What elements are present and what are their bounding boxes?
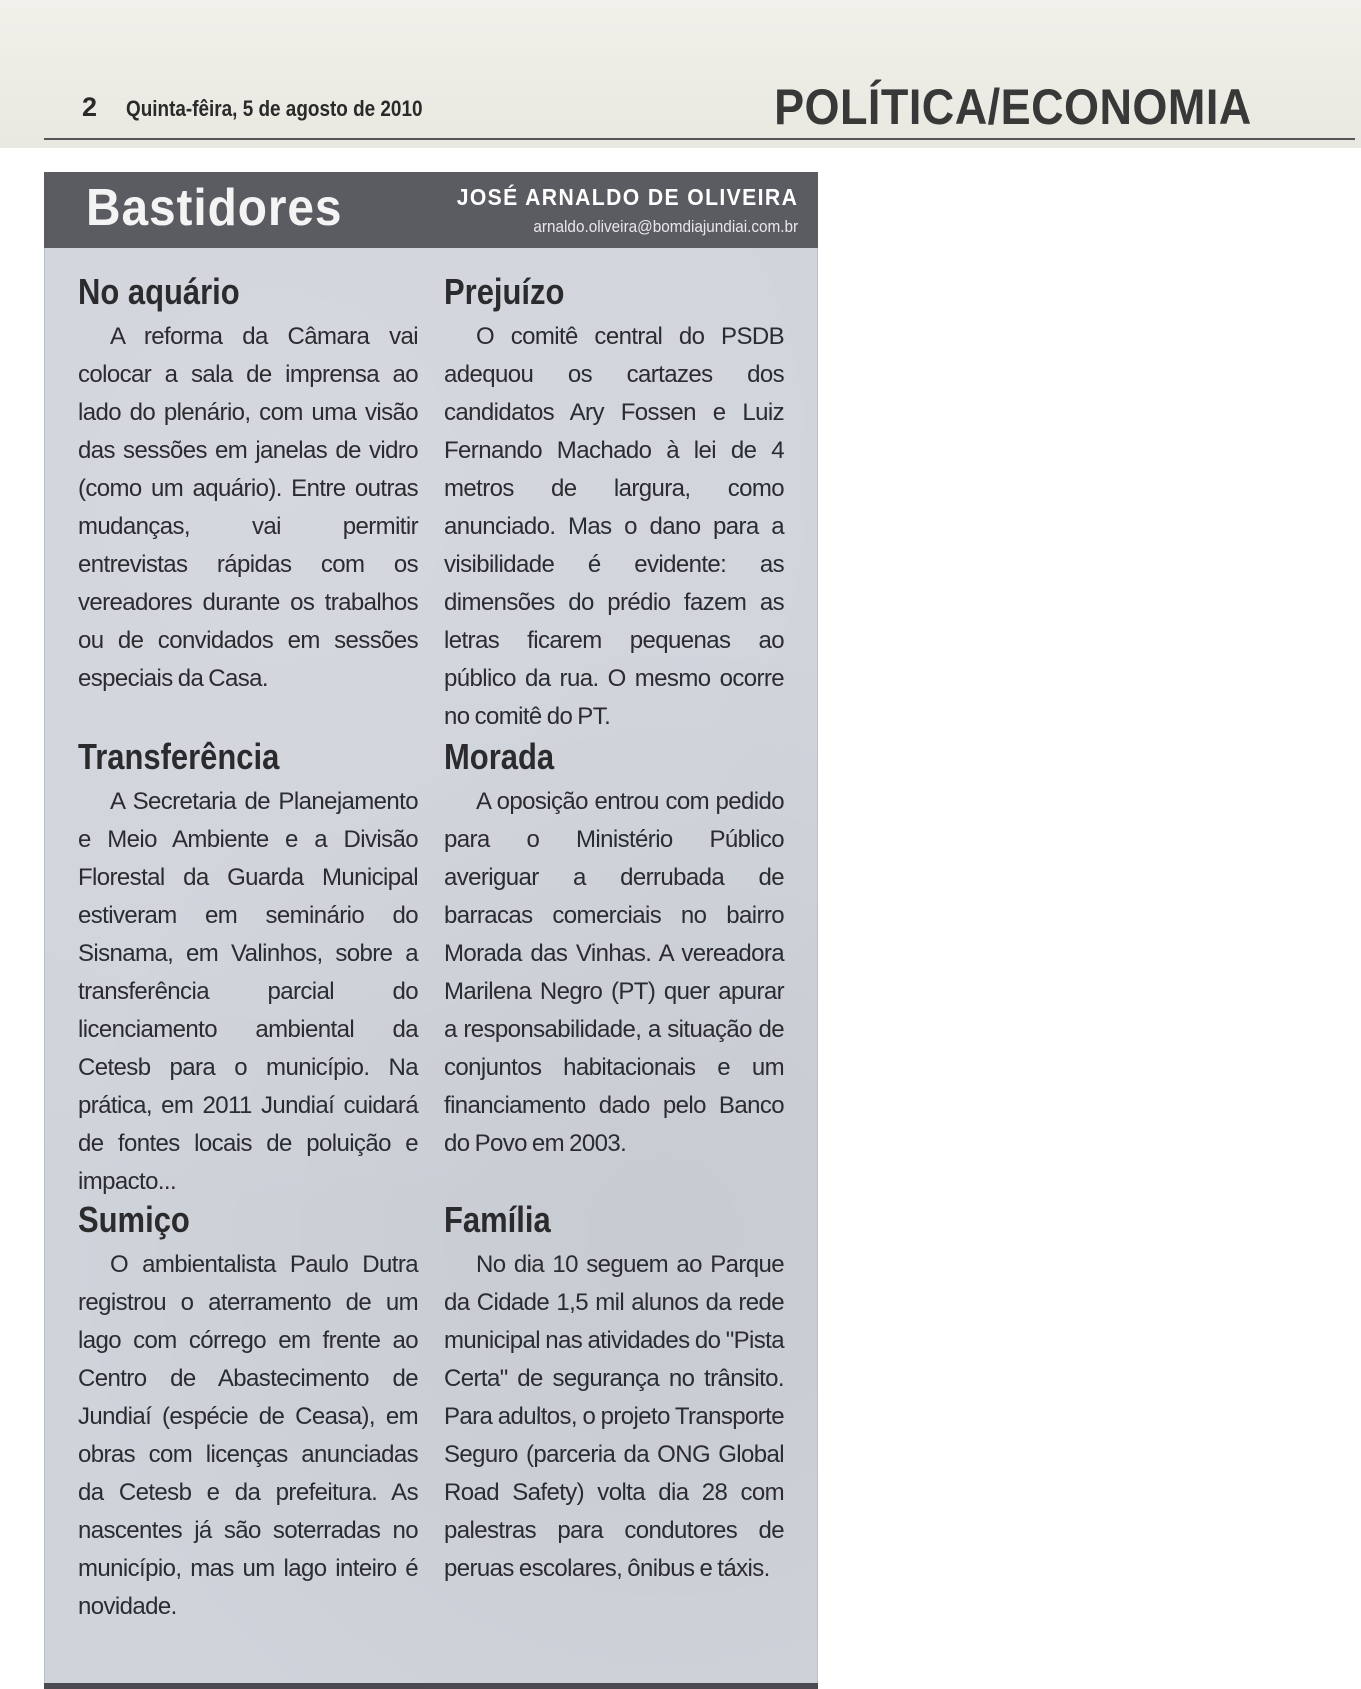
article-transferencia [78, 733, 418, 1201]
article-heading: Morada [444, 736, 555, 777]
header-divider [44, 138, 1355, 140]
article-body: A oposição entrou com pedido para o Ministério Público averiguar a derrubada de barracas comerciais no bairro Morada das Vinhas. A vereadora Marilena Negro (PT) quer apurar a responsabilidade, a situação de conjuntos habitacionais e um financiamento dado pelo Banco do Povo em 2003. [444, 788, 784, 1157]
column-bottom-rule [44, 1683, 818, 1689]
article-familia [444, 1196, 784, 1588]
section-title: POLÍTICA/ECONOMIA [774, 79, 1252, 135]
article-morada [444, 733, 784, 1163]
articles-grid [78, 268, 790, 1658]
article-prejuizo [444, 268, 784, 736]
article-no-aquario [78, 268, 418, 698]
column-author: JOSÉ ARNALDO DE OLIVEIRA [456, 184, 798, 210]
article-body: A Secretaria de Planejamento e Meio Ambiente e a Divisão Florestal da Guarda Municipal estiveram em seminário do Sisnama, em Valinhos, sobre a transferência parcial do licenciamento ambiental da Cetesb para o município. Na prática, em 2011 Jundiaí cuidará de fontes locais de poluição e impacto... [78, 788, 418, 1195]
column-title: Bastidores [86, 179, 343, 237]
article-heading: Família [444, 1199, 551, 1240]
page-number: 2 [82, 92, 98, 122]
article-body: A reforma da Câmara vai colocar a sala de imprensa ao lado do plenário, com uma visão das sessões em janelas de vidro (como um aquário). Entre outras mudanças, vai permitir entrevistas rápidas com os vereadores durante os trabalhos ou de convidados em sessões especiais da Casa. [78, 323, 418, 692]
article-heading: No aquário [78, 271, 240, 312]
article-body: No dia 10 seguem ao Parque da Cidade 1,5 mil alunos da rede municipal nas atividades do "Pista Certa" de segurança no trânsito. Para adultos, o projeto Transporte Seguro (parceria da ONG Global Road Safety) volta dia 28 com palestras para condutores de peruas escolares, ônibus e táxis. [444, 1251, 784, 1582]
article-heading: Prejuízo [444, 271, 565, 312]
column-banner [44, 172, 818, 248]
publication-date: Quinta-fêira, 5 de agosto de 2010 [126, 96, 423, 121]
column-author-email: arnaldo.oliveira@bomdiajundiai.com.br [533, 217, 798, 236]
article-heading: Sumiço [78, 1199, 190, 1240]
article-heading: Transferência [78, 736, 280, 777]
article-sumico [78, 1196, 418, 1626]
article-body: O ambientalista Paulo Dutra registrou o aterramento de um lago com córrego em frente ao Centro de Abastecimento de Jundiaí (espécie de Ceasa), em obras com licenças anunciadas da Cetesb e da prefeitura. As nascentes já são soterradas no município, mas um lago inteiro é novidade. [78, 1251, 418, 1620]
article-body: O comitê central do PSDB adequou os cartazes dos candidatos Ary Fossen e Luiz Fernando Machado à lei de 4 metros de largura, como anunciado. Mas o dano para a visibilidade é evidente: as dimensões do prédio fazem as letras ficarem pequenas ao público da rua. O mesmo ocorre no comitê do PT. [444, 323, 784, 730]
page-header [82, 78, 1252, 134]
bastidores-column [44, 172, 818, 1689]
